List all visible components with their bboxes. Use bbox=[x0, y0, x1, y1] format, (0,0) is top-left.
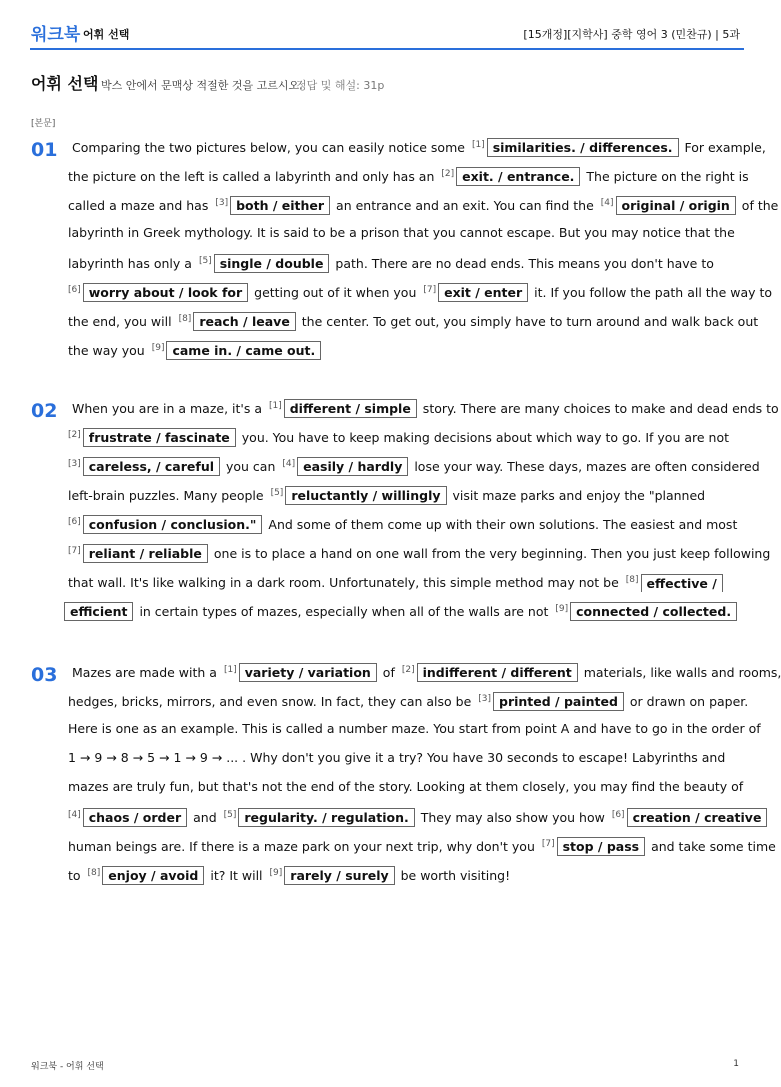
blank-marker: [2] bbox=[441, 169, 455, 179]
blank-marker: [7] bbox=[68, 546, 81, 556]
passage-text: hedges, bricks, mirrors, and even snow. In fact, they can also be bbox=[68, 694, 472, 709]
choice-box[interactable]: creation / creative bbox=[627, 808, 768, 827]
choice-box[interactable]: connected / collected. bbox=[570, 602, 737, 621]
passage-02 bbox=[68, 392, 779, 624]
blank-marker: [8] bbox=[625, 575, 639, 585]
answer-reference: 정답 및 해설: 31p bbox=[296, 79, 385, 92]
blank-marker: [8] bbox=[178, 314, 192, 324]
passage-03 bbox=[68, 656, 781, 888]
passage-text: to bbox=[68, 868, 81, 883]
choice-box[interactable]: enjoy / avoid bbox=[102, 866, 204, 885]
passage-text: be worth visiting! bbox=[396, 868, 511, 883]
passage-text: The picture on the right is bbox=[582, 169, 749, 184]
choice-box[interactable]: efficient bbox=[64, 602, 133, 621]
page-number: 1 bbox=[733, 1059, 739, 1069]
choice-box[interactable]: printed / painted bbox=[493, 692, 624, 711]
passage-text: visit maze parks and enjoy the "planned bbox=[448, 488, 706, 503]
choice-box[interactable]: frustrate / fascinate bbox=[83, 428, 236, 447]
passage-text: or drawn on paper. bbox=[625, 694, 749, 709]
passage-text: and bbox=[189, 810, 217, 825]
passage-text: that wall. It's like walking in a dark room. Unfortunately, this simple method may not be bbox=[68, 575, 619, 590]
choice-box[interactable]: original / origin bbox=[616, 196, 736, 215]
choice-box[interactable]: regularity. / regulation. bbox=[238, 808, 414, 827]
passage-text: you can bbox=[222, 459, 276, 474]
blank-marker: [5] bbox=[198, 256, 212, 266]
choice-box[interactable]: reluctantly / willingly bbox=[285, 486, 446, 505]
passage-text: in certain types of mazes, especially when all of the walls are not bbox=[135, 604, 549, 619]
passage-label: [본문] bbox=[31, 119, 56, 129]
footer-title: 워크북 - 어휘 선택 bbox=[31, 1062, 104, 1072]
blank-marker: [4] bbox=[68, 810, 81, 820]
passage-text: mazes are truly fun, but that's not the end of the story. Looking at them closely, you may find the beauty of bbox=[68, 779, 744, 794]
course-info: [15개정][지학사] 중학 영어 3 (민찬규) | 5과 bbox=[523, 28, 740, 41]
choice-box[interactable]: easily / hardly bbox=[297, 457, 408, 476]
blank-marker: [6] bbox=[611, 810, 625, 820]
blank-marker: [3] bbox=[68, 459, 81, 469]
question-number: 03 bbox=[31, 664, 58, 686]
blank-marker: [3] bbox=[215, 198, 229, 208]
blank-marker: [5] bbox=[270, 488, 284, 498]
passage-text: the center. To get out, you simply have to turn around and walk back out bbox=[297, 314, 759, 329]
choice-box[interactable]: indifferent / different bbox=[417, 663, 578, 682]
section-title: 어휘 선택 bbox=[31, 74, 99, 93]
brand-title: 워크북 bbox=[31, 25, 81, 45]
choice-box[interactable]: rarely / surely bbox=[284, 866, 394, 885]
passage-text: 1 → 9 → 8 → 5 → 1 → 9 → ... . Why don't you give it a try? You have 30 seconds to escape! Labyrinths and bbox=[68, 750, 726, 765]
blank-marker: [9] bbox=[151, 343, 165, 353]
passage-text: For example, bbox=[680, 140, 766, 155]
choice-box[interactable]: both / either bbox=[230, 196, 330, 215]
choice-box[interactable]: chaos / order bbox=[83, 808, 187, 827]
choice-box[interactable]: careless, / careful bbox=[83, 457, 220, 476]
choice-box[interactable]: reach / leave bbox=[193, 312, 295, 331]
blank-marker: [2] bbox=[68, 430, 81, 440]
blank-marker: [1] bbox=[268, 401, 282, 411]
blank-marker: [3] bbox=[478, 694, 491, 704]
passage-text: Mazes are made with a bbox=[72, 665, 217, 680]
choice-box[interactable]: confusion / conclusion." bbox=[83, 515, 263, 534]
choice-box[interactable]: different / simple bbox=[284, 399, 417, 418]
question-number: 02 bbox=[31, 400, 58, 422]
choice-box[interactable]: exit. / entrance. bbox=[456, 167, 580, 186]
header-divider bbox=[30, 48, 744, 50]
blank-marker: [7] bbox=[423, 285, 437, 295]
choice-box[interactable]: came in. / came out. bbox=[166, 341, 321, 360]
choice-box[interactable]: similarities. / differences. bbox=[487, 138, 679, 157]
passage-text: the way you bbox=[68, 343, 145, 358]
passage-text: story. There are many choices to make and dead ends to bbox=[418, 401, 779, 416]
passage-text: it. If you follow the path all the way to bbox=[530, 285, 773, 300]
passage-text: called a maze and has bbox=[68, 198, 209, 213]
blank-marker: [8] bbox=[87, 868, 101, 878]
blank-marker: [4] bbox=[282, 459, 296, 469]
passage-text: and take some time bbox=[647, 839, 776, 854]
choice-box[interactable]: variety / variation bbox=[239, 663, 377, 682]
choice-box[interactable]: single / double bbox=[214, 254, 330, 273]
passage-text: Here is one as an example. This is called a number maze. You start from point A and have to go in the order of bbox=[68, 721, 761, 736]
blank-marker: [7] bbox=[541, 839, 555, 849]
passage-text: They may also show you how bbox=[416, 810, 605, 825]
choice-box[interactable]: effective / bbox=[641, 574, 723, 592]
blank-marker: [5] bbox=[223, 810, 237, 820]
blank-marker: [6] bbox=[68, 285, 81, 295]
choice-box[interactable]: exit / enter bbox=[438, 283, 528, 302]
passage-text: path. There are no dead ends. This means you don't have to bbox=[331, 256, 714, 271]
blank-marker: [1] bbox=[471, 140, 485, 150]
passage-text: an entrance and an exit. You can find the bbox=[332, 198, 594, 213]
question-number: 01 bbox=[31, 139, 58, 161]
choice-box[interactable]: reliant / reliable bbox=[83, 544, 208, 563]
blank-marker: [1] bbox=[223, 665, 237, 675]
blank-marker: [2] bbox=[401, 665, 415, 675]
passage-text: the picture on the left is called a labyrinth and only has an bbox=[68, 169, 435, 184]
blank-marker: [4] bbox=[600, 198, 614, 208]
choice-box[interactable]: worry about / look for bbox=[83, 283, 248, 302]
passage-text: the end, you will bbox=[68, 314, 172, 329]
page-header bbox=[0, 0, 768, 50]
passage-text: Comparing the two pictures below, you can easily notice some bbox=[72, 140, 465, 155]
passage-text: one is to place a hand on one wall from the very beginning. Then you just keep following bbox=[209, 546, 771, 561]
passage-text: And some of them come up with their own solutions. The easiest and most bbox=[264, 517, 738, 532]
passage-text: human beings are. If there is a maze park on your next trip, why don't you bbox=[68, 839, 535, 854]
passage-text: labyrinth has only a bbox=[68, 256, 192, 271]
passage-text: getting out of it when you bbox=[250, 285, 417, 300]
blank-marker: [9] bbox=[269, 868, 283, 878]
passage-text: of bbox=[378, 665, 395, 680]
passage-text: it? It will bbox=[206, 868, 263, 883]
choice-box[interactable]: stop / pass bbox=[557, 837, 645, 856]
blank-marker: [9] bbox=[555, 604, 569, 614]
passage-text: left-brain puzzles. Many people bbox=[68, 488, 264, 503]
blank-marker: [6] bbox=[68, 517, 81, 527]
passage-text: When you are in a maze, it's a bbox=[72, 401, 262, 416]
passage-text: labyrinth in Greek mythology. It is said to be a prison that you cannot escape. But you may notice that the bbox=[68, 225, 735, 240]
passage-text: you. You have to keep making decisions about which way to go. If you are not bbox=[237, 430, 730, 445]
passage-text: materials, like walls and rooms, bbox=[579, 665, 781, 680]
passage-text: lose your way. These days, mazes are often considered bbox=[410, 459, 760, 474]
brand-subtitle: 어휘 선택 bbox=[83, 28, 130, 41]
passage-text: of the bbox=[737, 198, 779, 213]
section-instruction: 박스 안에서 문맥상 적절한 것을 고르시오. bbox=[101, 79, 303, 92]
passage-01 bbox=[68, 131, 779, 363]
